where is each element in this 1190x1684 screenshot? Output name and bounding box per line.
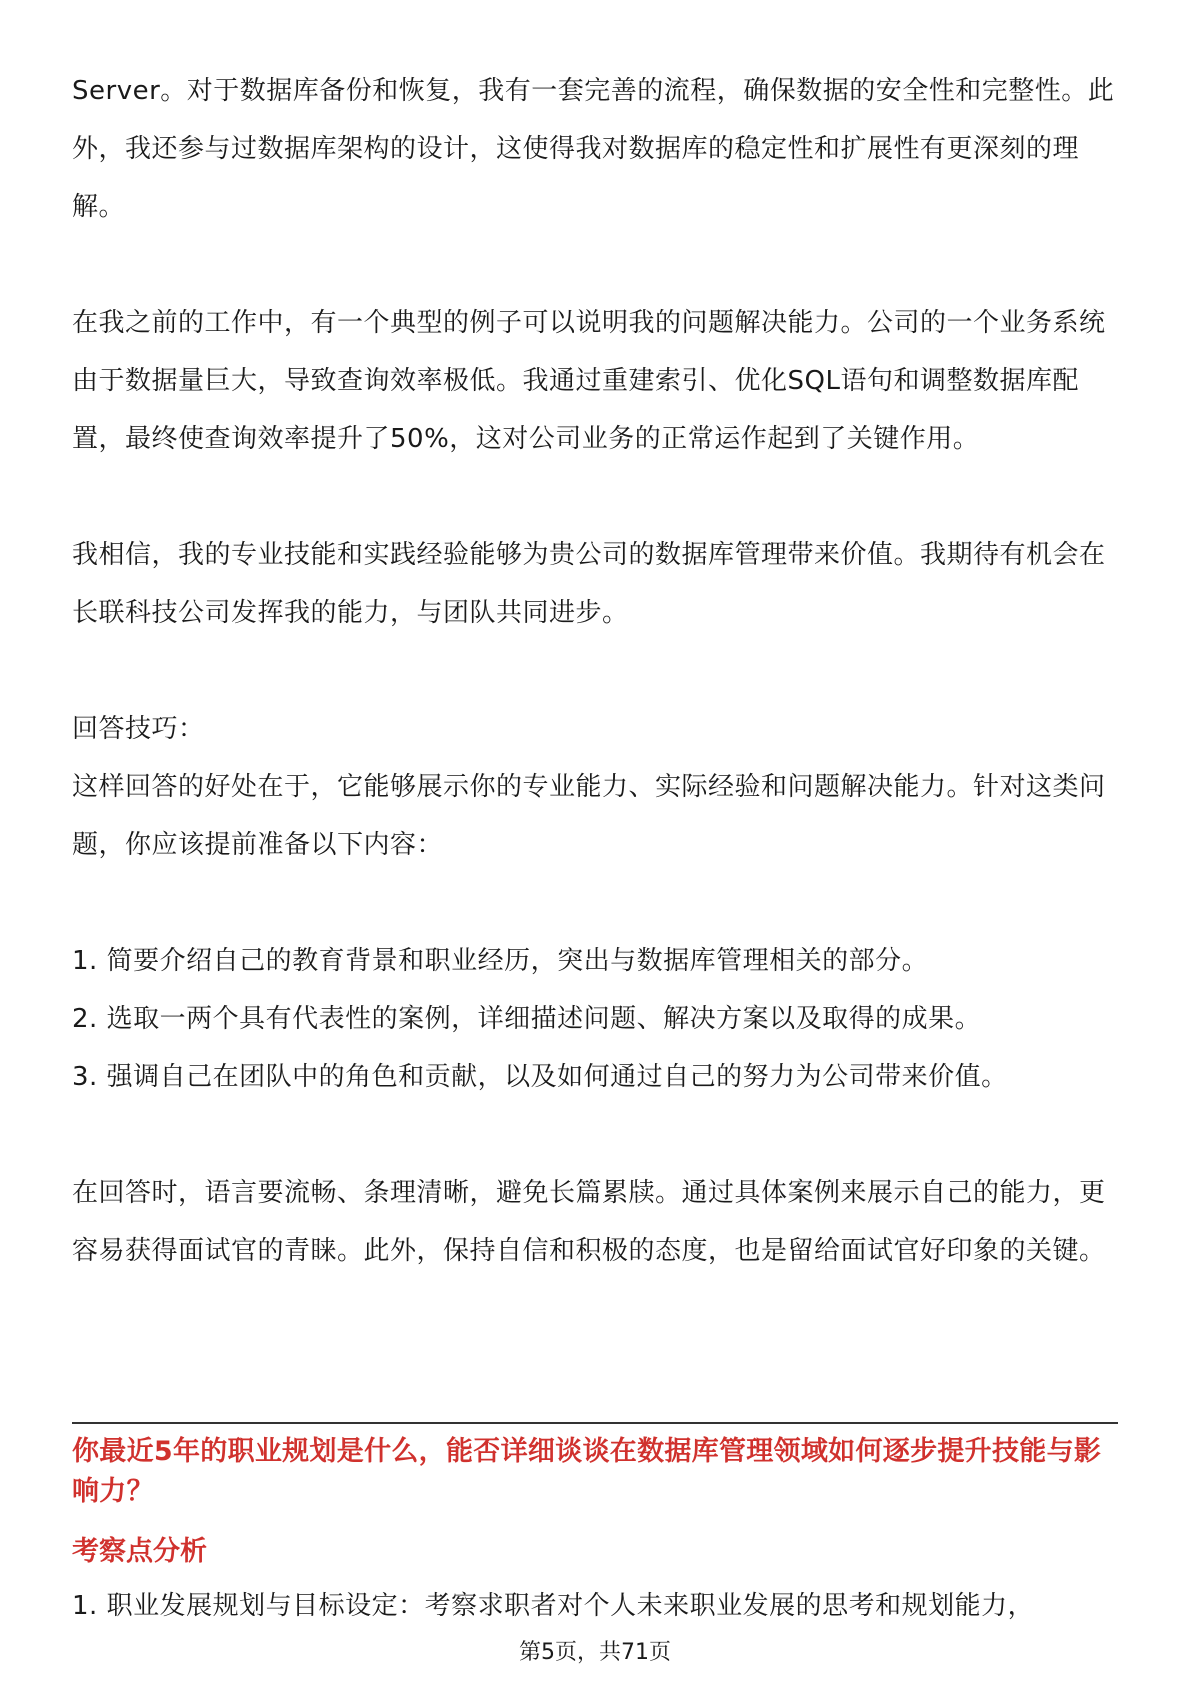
tips-intro: 这样回答的好处在于，它能够展示你的专业能力、实际经验和问题解决能力。针对这类问题，你应该提前准备以下内容： — [72, 772, 1106, 860]
paragraph-experience: Server。对于数据库备份和恢复，我有一套完善的流程，确保数据的安全性和完整性。此外，我还参与过数据库架构的设计，这使得我对数据库的稳定性和扩展性有更深刻的理解。 — [72, 76, 1115, 222]
section-divider — [72, 1422, 1118, 1424]
tips-label: 回答技巧： — [72, 714, 205, 744]
answer-body — [72, 62, 1118, 1280]
question-title: 你最近5年的职业规划是什么，能否详细谈谈在数据库管理领域如何逐步提升技能与影响力？ — [72, 1436, 1102, 1507]
paragraph-example: 在我之前的工作中，有一个典型的例子可以说明我的问题解决能力。公司的一个业务系统由于数据量巨大，导致查询效率极低。我通过重建索引、优化SQL语句和调整数据库配置，最终使查询效率提升了50%，这对公司业务的正常运作起到了关键作用。 — [72, 308, 1106, 454]
paragraph-conclusion: 我相信，我的专业技能和实践经验能够为贵公司的数据库管理带来价值。我期待有机会在长联科技公司发挥我的能力，与团队共同进步。 — [72, 540, 1106, 628]
tips-list-item: 1. 简要介绍自己的教育背景和职业经历，突出与数据库管理相关的部分。 — [72, 946, 929, 976]
page-number: 第5页，共71页 — [519, 1640, 671, 1665]
tips-list-item: 2. 选取一两个具有代表性的案例，详细描述问题、解决方案以及取得的成果。 — [72, 1004, 982, 1034]
section-heading: 考察点分析 — [72, 1536, 207, 1567]
tips-list-item: 3. 强调自己在团队中的角色和贡献，以及如何通过自己的努力为公司带来价值。 — [72, 1062, 1008, 1092]
closing-paragraph: 在回答时，语言要流畅、条理清晰，避免长篇累牍。通过具体案例来展示自己的能力，更容易获得面试官的青睐。此外，保持自信和积极的态度，也是留给面试官好印象的关键。 — [72, 1178, 1106, 1266]
analysis-point: 1. 职业发展规划与目标设定：考察求职者对个人未来职业发展的思考和规划能力， — [72, 1591, 1035, 1621]
